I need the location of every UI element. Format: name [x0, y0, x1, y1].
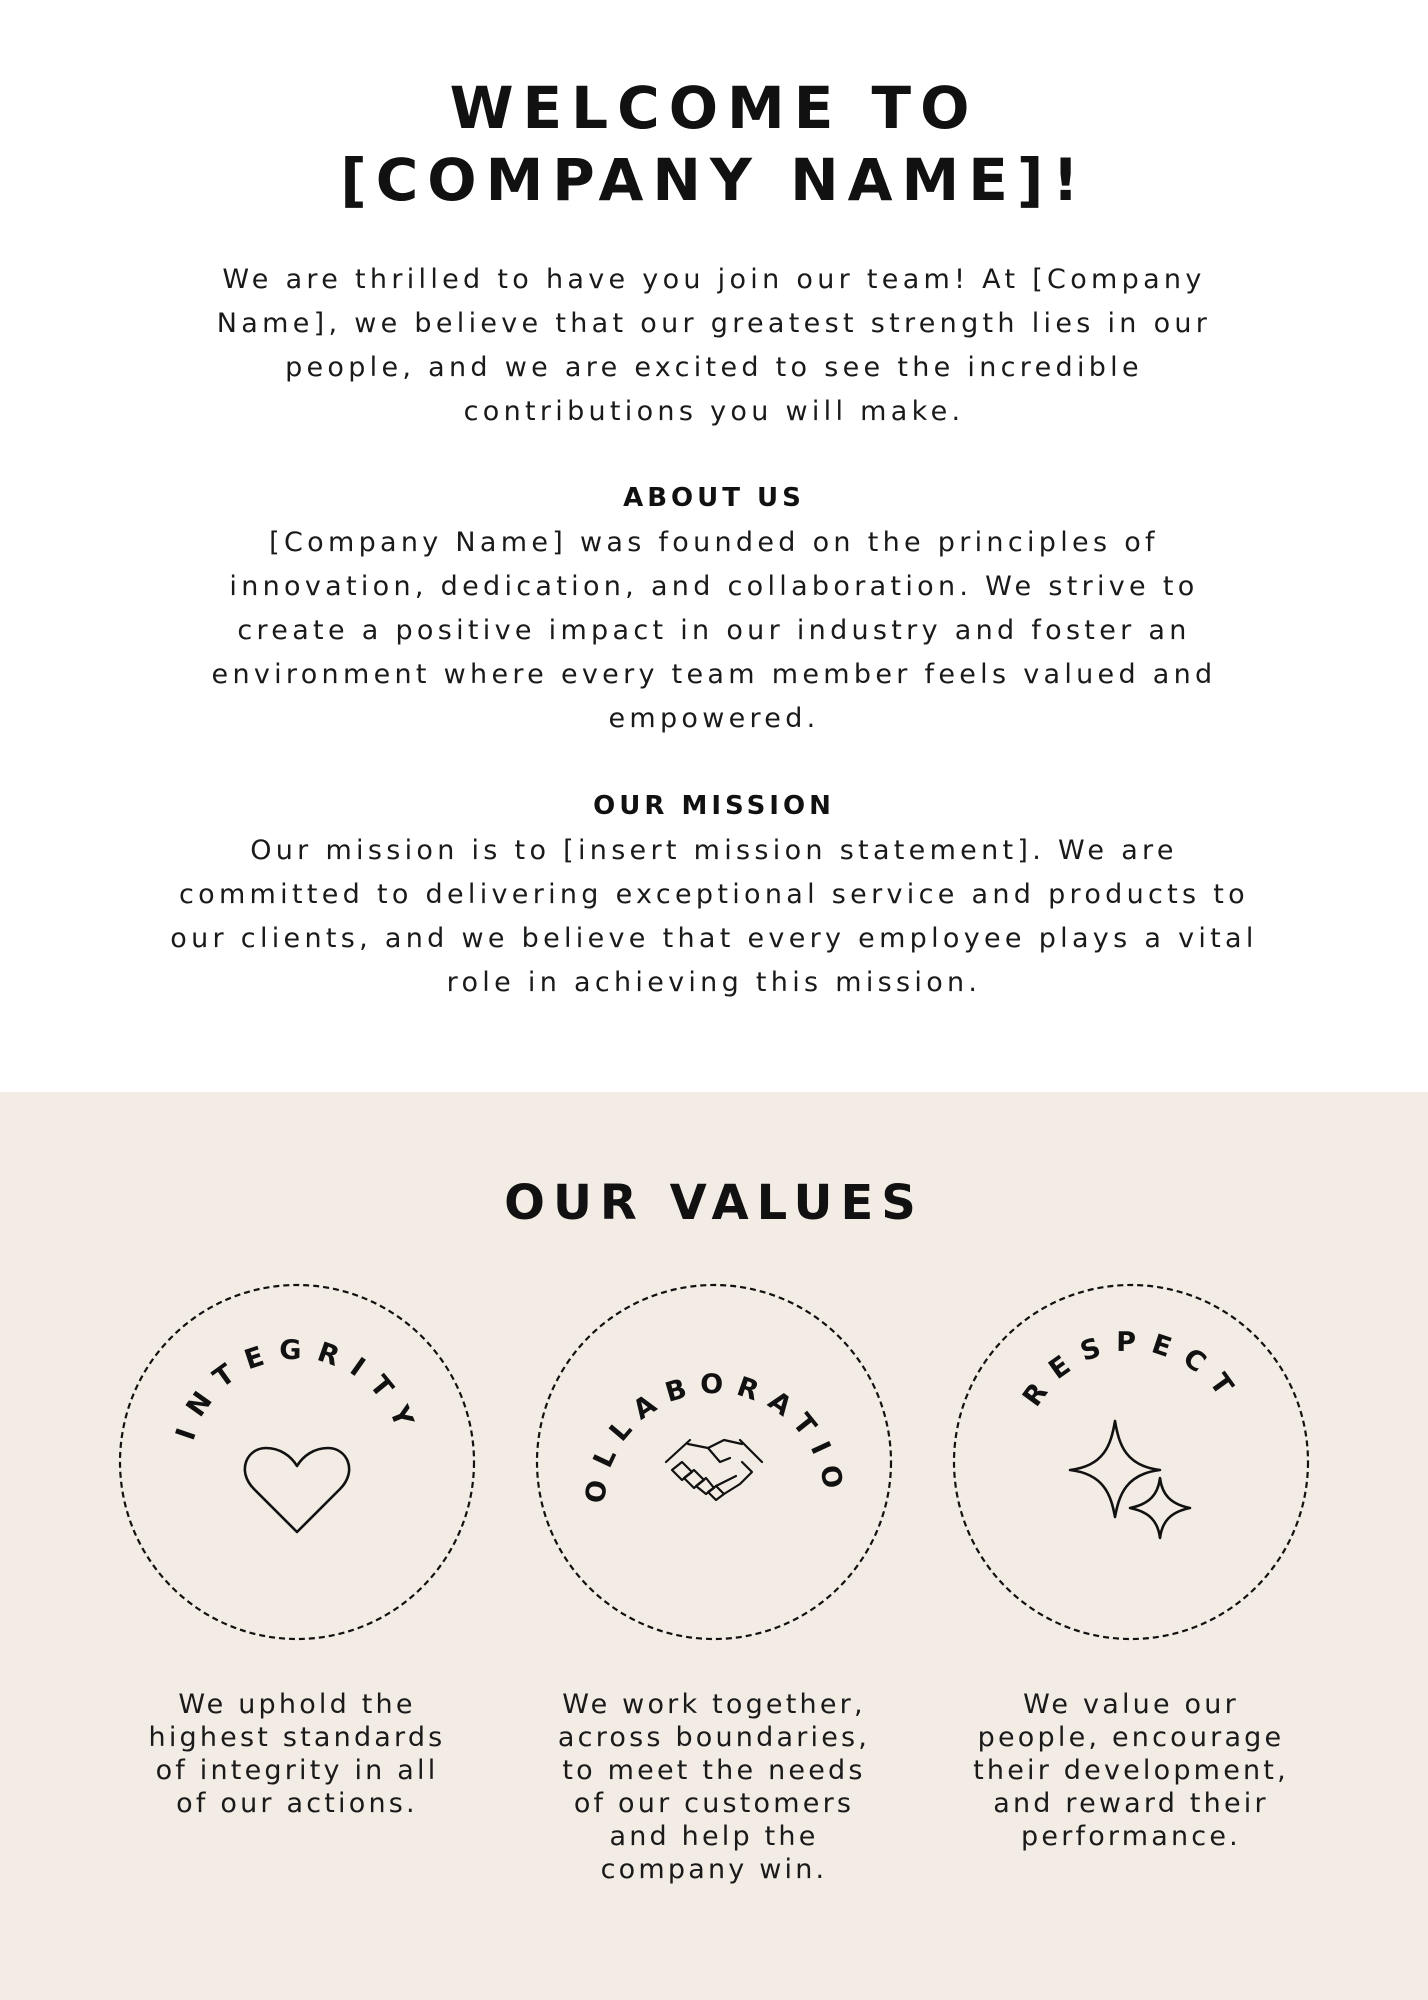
- about-paragraph: [0, 521, 1428, 741]
- about-line: environment where every team member feels valued and: [211, 659, 1217, 690]
- respect-description-line: performance.: [1021, 1821, 1241, 1852]
- intro-line: people, and we are excited to see the incredible: [285, 352, 1143, 383]
- collaboration-dashed-circle: [537, 1285, 891, 1639]
- intro-line: We are thrilled to have you join our team! At [Company: [222, 264, 1206, 295]
- collaboration-arc-text: OLLABORATIO: [579, 1368, 851, 1506]
- integrity-description-line: highest standards: [148, 1722, 446, 1753]
- mission-heading: OUR MISSION: [593, 791, 835, 821]
- collaboration-description-line: across boundaries,: [557, 1722, 871, 1753]
- value-badges: [0, 1280, 1428, 1650]
- intro-paragraph: [0, 258, 1428, 434]
- about-line: empowered.: [608, 703, 820, 734]
- integrity-description: [107, 1688, 487, 1820]
- respect-arc-text: RESPECT: [1016, 1326, 1248, 1413]
- heart-icon: [245, 1448, 349, 1532]
- collaboration-description-line: and help the: [609, 1821, 819, 1852]
- intro-line: Name], we believe that our greatest strength lies in our: [216, 308, 1212, 339]
- page-title-line-2: [COMPANY NAME]!: [340, 146, 1088, 214]
- collaboration-description: [524, 1688, 904, 1886]
- about-line: create a positive impact in our industry and foster an: [237, 615, 1191, 646]
- values-heading: OUR VALUES: [504, 1175, 924, 1231]
- integrity-description-line: of integrity in all: [155, 1755, 439, 1786]
- collaboration-description-line: We work together,: [562, 1689, 866, 1720]
- page-title-line-1: WELCOME TO: [449, 74, 979, 142]
- sparkle-icon: [1070, 1421, 1190, 1538]
- about-line: [Company Name] was founded on the principles of: [269, 527, 1159, 558]
- collaboration-description-line: to meet the needs: [562, 1755, 866, 1786]
- respect-badge: [954, 1285, 1308, 1639]
- respect-description-line: We value our: [1023, 1689, 1239, 1720]
- mission-line: role in achieving this mission.: [446, 967, 982, 998]
- about-line: innovation, dedication, and collaboration. We strive to: [229, 571, 1199, 602]
- mission-line: Our mission is to [insert mission statement]. We are: [250, 835, 1178, 866]
- page-title: [0, 72, 1428, 216]
- integrity-badge-label: [170, 1335, 424, 1444]
- respect-description-line: their development,: [973, 1755, 1289, 1786]
- respect-description-line: and reward their: [993, 1788, 1269, 1819]
- about-heading: ABOUT US: [623, 483, 805, 513]
- integrity-description-line: We uphold the: [178, 1689, 416, 1720]
- intro-line: contributions you will make.: [463, 396, 965, 427]
- collaboration-description-line: company win.: [600, 1854, 828, 1885]
- respect-description-line: people, encourage: [977, 1722, 1285, 1753]
- integrity-badge: [120, 1285, 474, 1639]
- mission-line: committed to delivering exceptional service and products to: [178, 879, 1249, 910]
- integrity-description-line: of our actions.: [176, 1788, 418, 1819]
- respect-badge-label: [1017, 1327, 1247, 1413]
- handshake-icon: [666, 1440, 762, 1500]
- mission-paragraph: [0, 829, 1428, 1005]
- integrity-arc-text: INTEGRITY: [170, 1334, 425, 1445]
- respect-description: [941, 1688, 1321, 1853]
- collaboration-description-line: of our customers: [573, 1788, 855, 1819]
- mission-line: our clients, and we believe that every employee plays a vital: [170, 923, 1258, 954]
- collaboration-badge: [0, 1280, 891, 1639]
- collaboration-badge-label: [0, 1280, 850, 1505]
